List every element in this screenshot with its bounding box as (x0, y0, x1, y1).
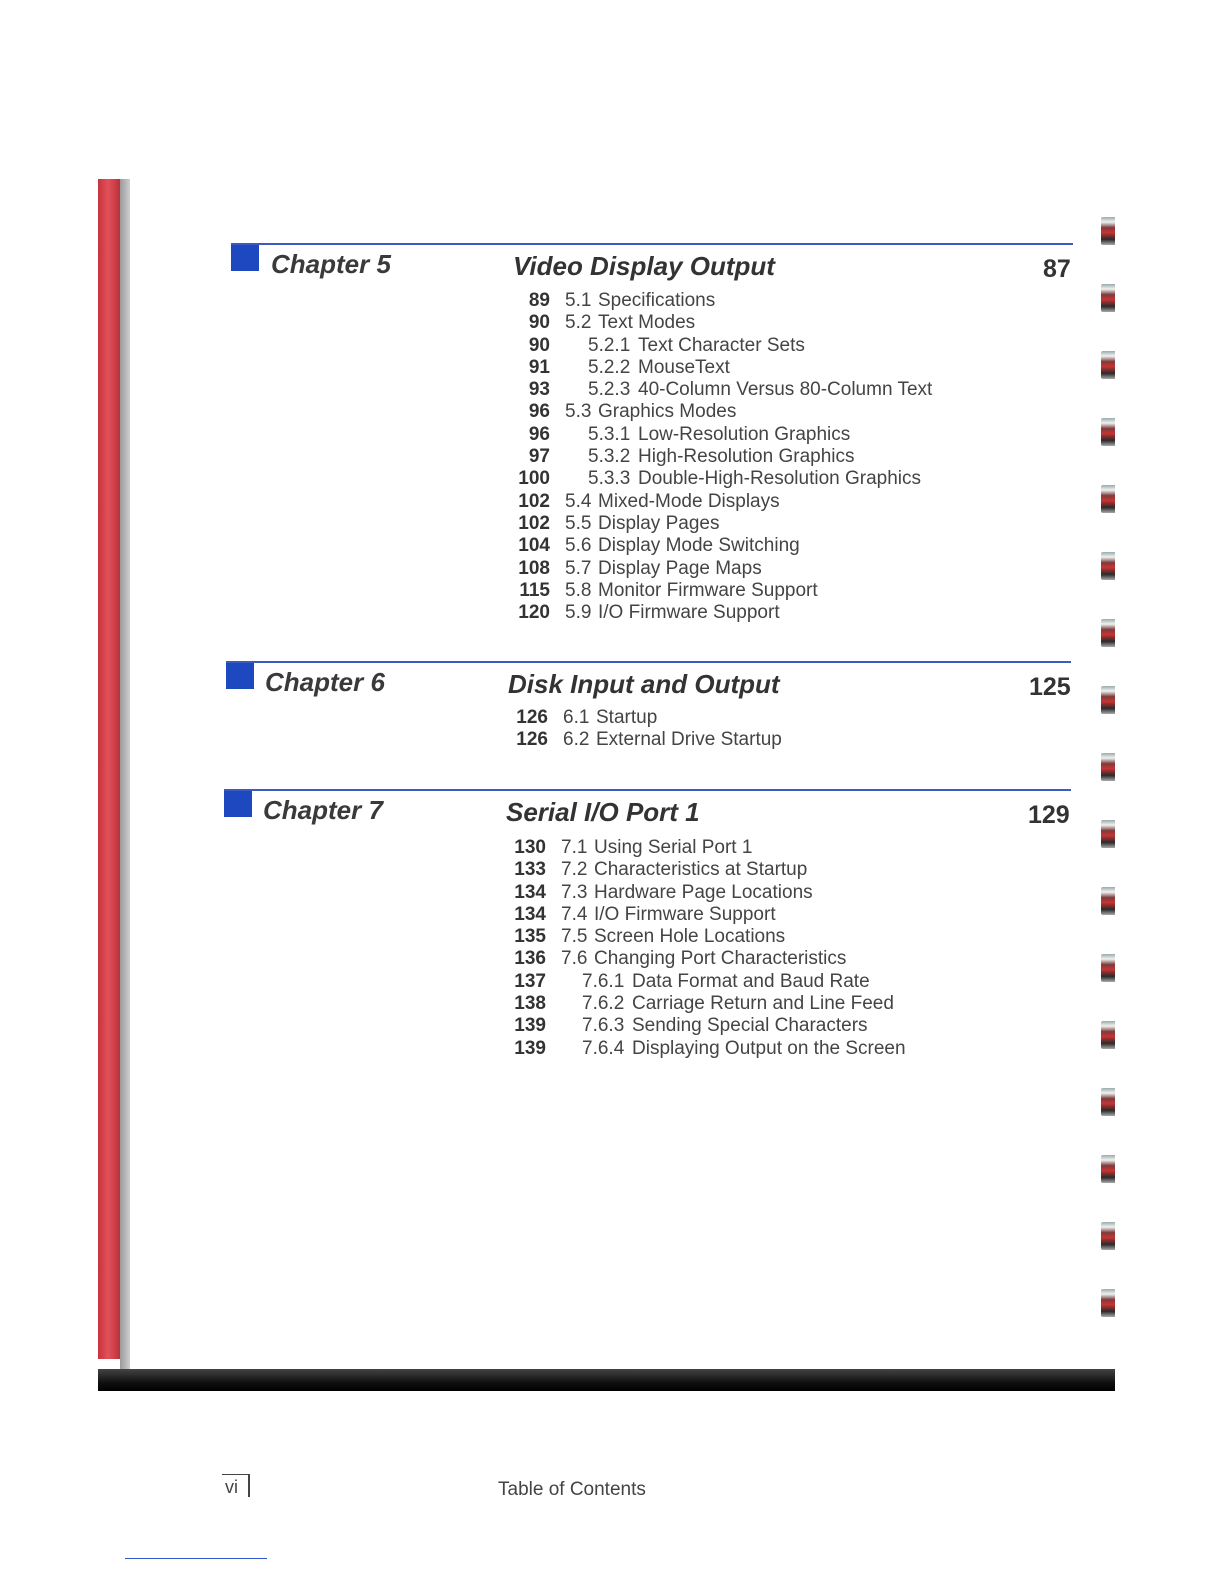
entry-number: 5.3.1 (588, 423, 631, 445)
entry-number: 6.2 (563, 729, 590, 751)
entry-page: 115 (519, 579, 550, 601)
chapter-rule (224, 789, 1071, 791)
entry-number: 7.3 (561, 881, 588, 903)
entry-page: 133 (514, 859, 546, 881)
entry-text: Text Character Sets (638, 334, 805, 356)
entry-page: 137 (514, 970, 546, 992)
entry-number: 5.2.1 (588, 334, 631, 356)
chapter-label: Chapter 7 (263, 795, 383, 825)
link-underline (125, 1558, 267, 1559)
binding-ring (1101, 887, 1115, 915)
entry-number: 5.3.3 (588, 468, 631, 490)
binding-ring (1101, 485, 1115, 513)
binding-ring (1101, 552, 1115, 580)
entry-text: Mixed-Mode Displays (598, 490, 780, 512)
entry-text: Carriage Return and Line Feed (632, 993, 894, 1015)
chapter-marker-square (226, 661, 254, 689)
entry-number: 5.4 (565, 490, 592, 512)
binding-ring (1101, 1155, 1115, 1183)
entry-number: 5.3.2 (588, 446, 631, 468)
binding-ring (1101, 217, 1115, 245)
entry-page: 120 (518, 602, 550, 624)
entry-text: Characteristics at Startup (594, 859, 808, 881)
entry-text: Double-High-Resolution Graphics (638, 468, 922, 490)
chapter-title: Disk Input and Output (508, 669, 780, 699)
entry-text: Specifications (598, 290, 716, 311)
binding-ring (1101, 954, 1115, 982)
chapter-title: Video Display Output (513, 251, 775, 281)
entry-page: 130 (514, 837, 546, 858)
binding-ring (1101, 351, 1115, 379)
entry-text: Sending Special Characters (632, 1015, 868, 1037)
book-spine (98, 179, 120, 1359)
chapter-rule (226, 661, 1071, 663)
entry-page: 126 (516, 729, 548, 751)
entry-page: 102 (518, 490, 550, 512)
entry-number: 7.6.2 (582, 993, 625, 1015)
entry-number: 7.6 (561, 948, 588, 970)
entry-number: 7.1 (561, 837, 588, 858)
chapter-title: Serial I/O Port 1 (506, 797, 700, 827)
entry-text: 40-Column Versus 80-Column Text (638, 379, 933, 401)
entry-page: 138 (514, 993, 546, 1015)
entry-number: 7.5 (561, 926, 588, 948)
entry-page: 104 (518, 535, 550, 557)
binding-ring (1101, 753, 1115, 781)
binding-ring (1101, 418, 1115, 446)
entry-page: 91 (528, 356, 550, 378)
entry-page: 102 (518, 512, 550, 534)
entry-number: 7.6.3 (582, 1015, 625, 1037)
entry-number: 5.5 (565, 512, 592, 534)
entry-text: I/O Firmware Support (594, 903, 776, 925)
binding-ring (1101, 686, 1115, 714)
entry-text: Display Page Maps (598, 557, 762, 579)
scanned-page (98, 179, 1115, 1500)
entry-number: 5.9 (565, 602, 592, 624)
binding-ring (1101, 820, 1115, 848)
entry-number: 5.3 (565, 401, 592, 423)
binding-ring (1101, 1289, 1115, 1317)
entry-text: Display Mode Switching (598, 535, 800, 557)
entry-page: 134 (514, 903, 546, 925)
chapter-label: Chapter 6 (265, 667, 385, 697)
chapter-page-number: 87 (1043, 255, 1071, 283)
entry-number: 7.4 (561, 903, 588, 925)
chapter-label: Chapter 5 (271, 249, 391, 279)
page-folio: vi (225, 1477, 238, 1497)
entry-page: 90 (528, 312, 550, 334)
entry-page: 108 (518, 557, 550, 579)
binding-ring (1101, 1222, 1115, 1250)
entry-number: 5.6 (565, 535, 592, 557)
binding-ring (1101, 284, 1115, 312)
entry-page: 93 (528, 379, 550, 401)
chapter-page-number: 129 (1028, 801, 1070, 829)
entry-text: Text Modes (598, 312, 696, 334)
binding-ring (1101, 619, 1115, 647)
entry-text: Graphics Modes (598, 401, 737, 423)
entry-number: 5.1 (565, 290, 592, 311)
entry-page: 97 (528, 446, 550, 468)
page-bottom-shadow (98, 1369, 1115, 1391)
entry-text: Hardware Page Locations (594, 881, 813, 903)
binding-ring (1101, 1021, 1115, 1049)
entry-number: 5.7 (565, 557, 592, 579)
chapter-page-number: 125 (1029, 673, 1071, 701)
entry-number: 5.2.2 (588, 356, 631, 378)
spine-edge (120, 179, 130, 1369)
chapter-marker-square (224, 789, 252, 817)
entry-page: 139 (514, 1015, 546, 1037)
entry-page: 136 (514, 948, 546, 970)
entry-page: 139 (514, 1037, 546, 1059)
entry-number: 5.2 (565, 312, 592, 334)
entry-page: 96 (528, 423, 550, 445)
entry-text: MouseText (638, 356, 730, 378)
entry-number: 7.2 (561, 859, 588, 881)
entry-page: 100 (518, 468, 550, 490)
entry-page: 96 (528, 401, 550, 423)
entry-page: 135 (514, 926, 546, 948)
entry-page: 126 (516, 707, 548, 728)
entry-text: High-Resolution Graphics (638, 446, 855, 468)
entry-text: I/O Firmware Support (598, 602, 780, 624)
running-footer: Table of Contents (498, 1479, 646, 1500)
entry-text: Changing Port Characteristics (594, 948, 847, 970)
entry-text: Startup (596, 707, 658, 728)
entry-text: Displaying Output on the Screen (632, 1037, 906, 1059)
entry-text: Monitor Firmware Support (598, 579, 818, 601)
entry-text: External Drive Startup (596, 729, 782, 751)
entry-text: Using Serial Port 1 (594, 837, 753, 858)
entry-page: 90 (528, 334, 550, 356)
binding-ring (1101, 1088, 1115, 1116)
entry-text: Low-Resolution Graphics (638, 423, 851, 445)
entry-text: Display Pages (598, 512, 720, 534)
entry-text: Data Format and Baud Rate (632, 970, 870, 992)
entry-number: 6.1 (563, 707, 590, 728)
chapter-rule (231, 243, 1073, 245)
entry-number: 7.6.4 (582, 1037, 625, 1059)
entry-number: 5.2.3 (588, 379, 631, 401)
entry-number: 5.8 (565, 579, 592, 601)
chapter-marker-square (231, 243, 259, 271)
entry-page: 134 (514, 881, 546, 903)
entry-page: 89 (528, 290, 550, 311)
entry-text: Screen Hole Locations (594, 926, 786, 948)
entry-number: 7.6.1 (582, 970, 625, 992)
